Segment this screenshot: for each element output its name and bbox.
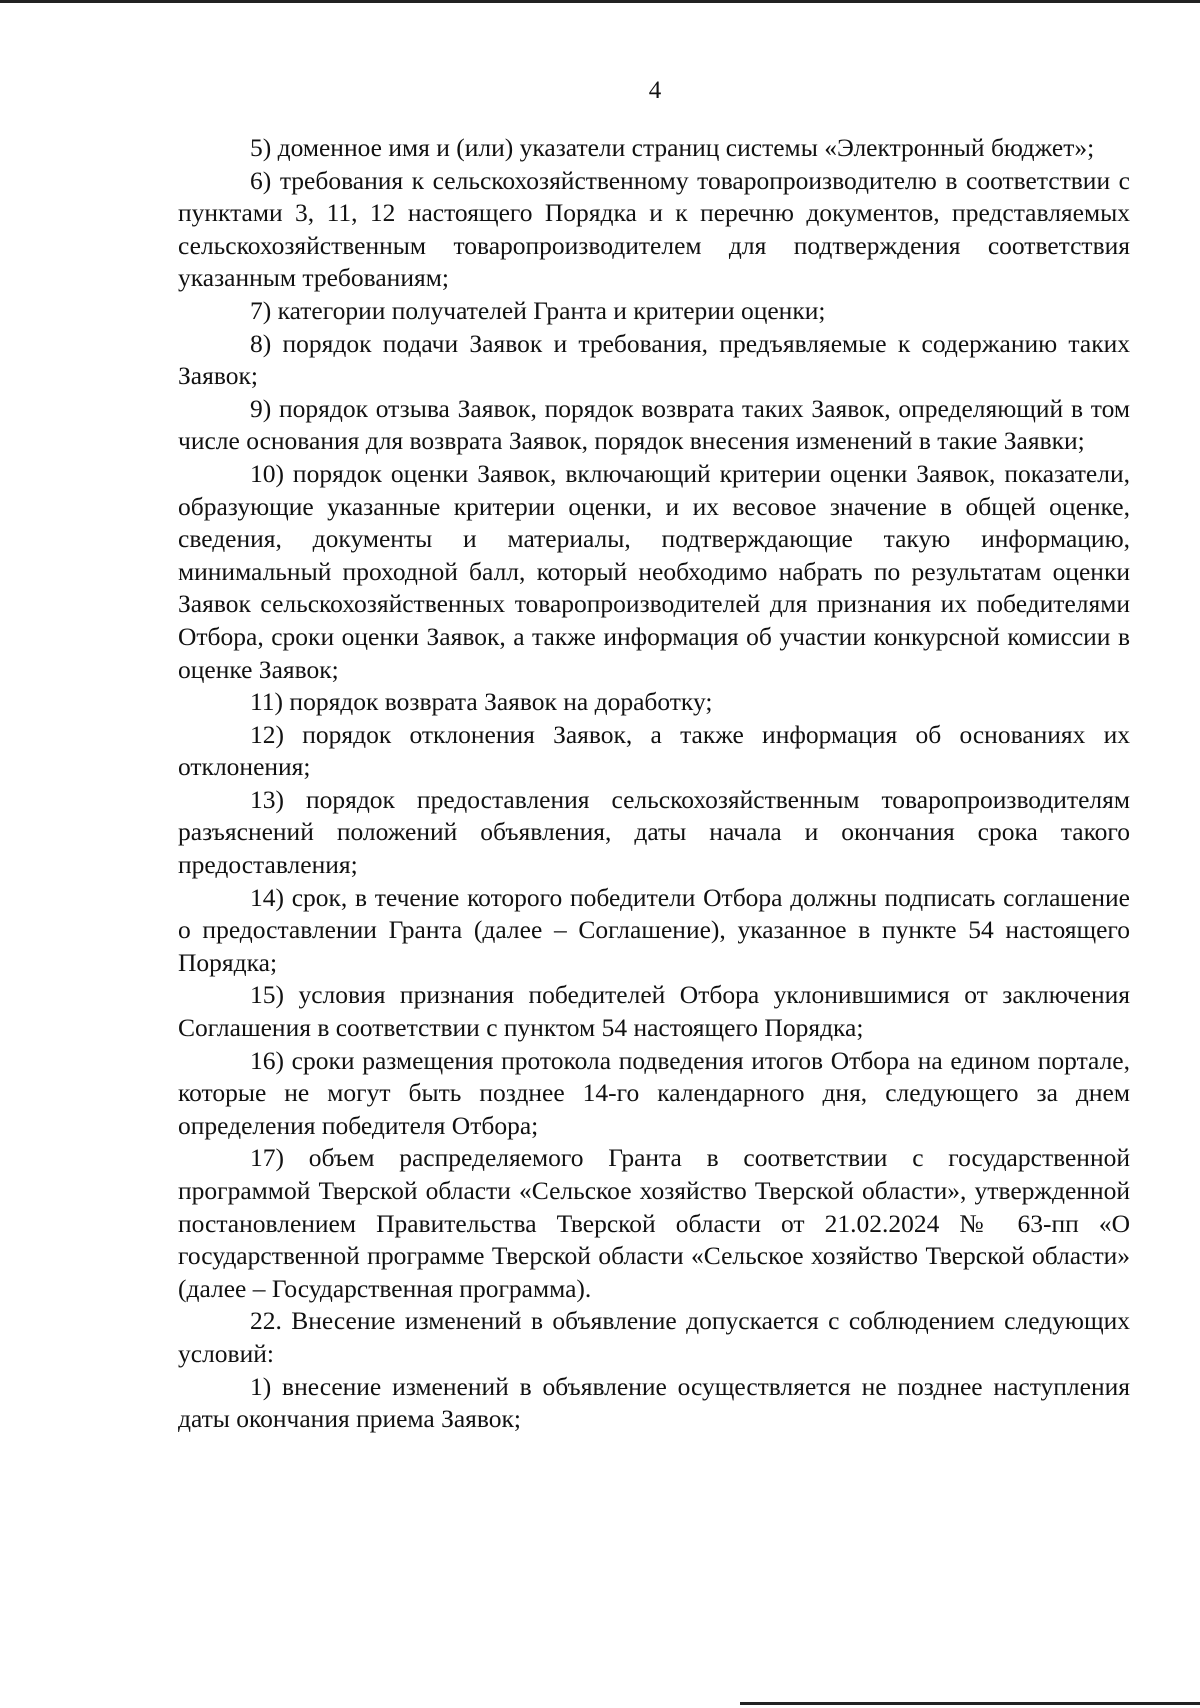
section-22: 22. Внесение изменений в объявление допускается с соблюдением следующих условий: (178, 1306, 1130, 1368)
list-item-16: 16) сроки размещения протокола подведения итогов Отбора на едином портале, которые не могут быть позднее 14-го календарного дня, следующего за днем определения победителя Отбора; (178, 1045, 1130, 1140)
list-item-14: 14) срок, в течение которого победители Отбора должны подписать соглашение о предоставлении Гранта (далее – Соглашение), указанное в пункте 54 настоящего Порядка; (178, 882, 1130, 977)
document-body (178, 132, 1130, 1436)
list-item-17: 17) объем распределяемого Гранта в соответствии с государственной программой Тверской области «Сельское хозяйство Тверской области», утвержденной постановлением Правительства Тверской области от 21.02.2024 № 63-пп «О государственной программе Тверской области «Сельское хозяйство Тверской области» (далее – Государственная программа). (178, 1143, 1130, 1303)
list-item-12: 12) порядок отклонения Заявок, а также информация об основаниях их отклонения; (178, 719, 1130, 782)
list-item-10: 10) порядок оценки Заявок, включающий критерии оценки Заявок, показатели, образующие указанные критерии оценки, и их весовое значение в общей оценке, сведения, документы и материалы, подтверждающие такую информацию, минимальный проходной балл, который необходимо набрать по результатам оценки Заявок сельскохозяйственных товаропроизводителей для признания их победителями Отбора, сроки оценки Заявок, а также информация об участии конкурсной комиссии в оценке Заявок; (178, 458, 1130, 684)
list-item-5: 5) доменное имя и (или) указатели страниц системы «Электронный бюджет»; (250, 133, 1095, 162)
list-item-13: 13) порядок предоставления сельскохозяйственным товаропроизводителям разъяснений положений объявления, даты начала и окончания срока такого предоставления; (178, 784, 1130, 880)
scan-top-edge (0, 0, 1200, 3)
page-number: 4 (648, 77, 662, 104)
list-item-9: 9) порядок отзыва Заявок, порядок возврата таких Заявок, определяющий в том числе основания для возврата Заявок, порядок внесения изменений в такие Заявки; (178, 393, 1130, 456)
scan-bottom-edge (740, 1702, 1200, 1705)
list-item-7: 7) категории получателей Гранта и критерии оценки; (250, 295, 826, 325)
list-item-11: 11) порядок возврата Заявок на доработку; (250, 687, 713, 717)
list-item-8: 8) порядок подачи Заявок и требования, предъявляемые к содержанию таких Заявок; (178, 328, 1130, 391)
list-item-15: 15) условия признания победителей Отбора уклонившимися от заключения Соглашения в соответствии с пунктом 54 настоящего Порядка; (178, 980, 1130, 1043)
section-22-item-1: 1) внесение изменений в объявление осуществляется не позднее наступления даты окончания приема Заявок; (178, 1371, 1130, 1434)
list-item-6: 6) требования к сельскохозяйственному товаропроизводителю в соответствии с пунктами 3, 11, 12 настоящего Порядка и к перечню документов, представляемых сельскохозяйственным товаропроизводителем для подтверждения соответствия указанным требованиям; (178, 165, 1130, 293)
